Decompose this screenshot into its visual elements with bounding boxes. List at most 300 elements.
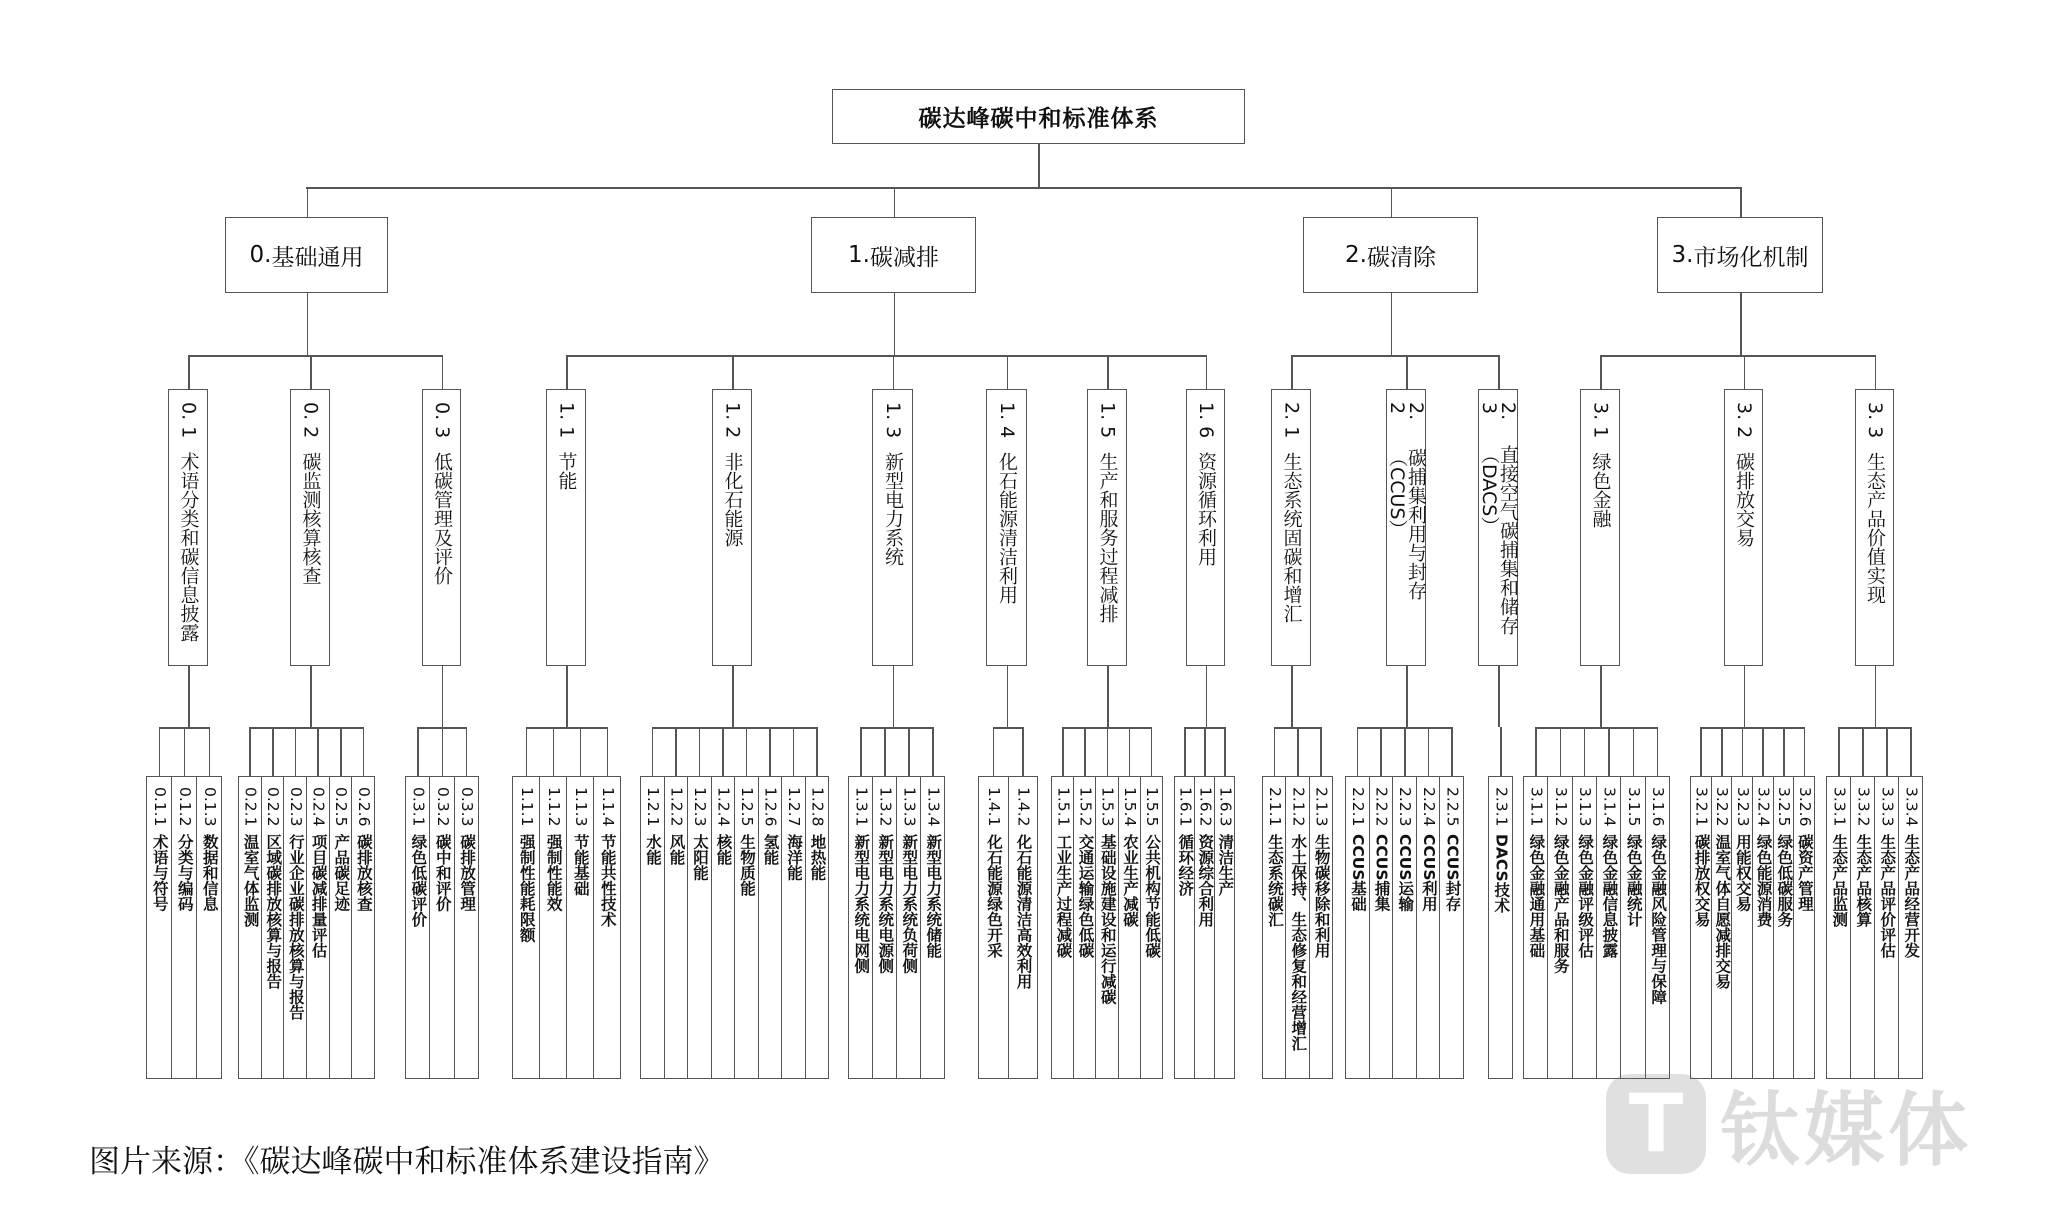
leaf-label: 新型电力系统负荷侧 bbox=[900, 834, 919, 974]
connector-line bbox=[1038, 144, 1040, 187]
leaf-label: 新型电力系统储能 bbox=[924, 834, 943, 959]
connector-line bbox=[1274, 727, 1276, 776]
leaf-code: 1.1.4 bbox=[598, 787, 617, 827]
connector-line bbox=[1428, 727, 1430, 776]
category-label: 市场化机制 bbox=[1693, 244, 1809, 271]
leaf-label: 资源综合利用 bbox=[1196, 834, 1215, 928]
standard-leaf-node bbox=[454, 776, 479, 1079]
leaf-label: 强制性能耗限额 bbox=[517, 834, 536, 943]
subcategory-label: 绿色金融 bbox=[1589, 452, 1612, 529]
standard-leaf-node bbox=[1140, 776, 1163, 1079]
connector-line bbox=[317, 727, 319, 776]
subcategory-code: 1. 3 bbox=[882, 402, 904, 439]
standard-leaf-node bbox=[1285, 776, 1309, 1079]
root-node: 碳达峰碳中和标准体系 bbox=[832, 89, 1245, 144]
connector-line bbox=[1500, 727, 1502, 776]
subcategory-node bbox=[546, 389, 586, 666]
connector-line bbox=[526, 727, 528, 776]
leaf-label: 生态产品经营开发 bbox=[1902, 834, 1921, 959]
leaf-label: 行业企业碳排放核算与报告 bbox=[286, 834, 305, 1021]
leaf-label: 温室气体自愿减排交易 bbox=[1713, 834, 1732, 990]
connector-line bbox=[884, 727, 886, 776]
connector-line bbox=[1744, 355, 1746, 389]
leaf-label: 生物质能 bbox=[738, 834, 756, 897]
standard-leaf-node bbox=[1051, 776, 1074, 1079]
standard-leaf-node bbox=[1369, 776, 1394, 1079]
standard-leaf-node bbox=[1620, 776, 1645, 1079]
leaf-label: 绿色金融风险管理与保障 bbox=[1649, 834, 1668, 1005]
connector-line bbox=[1875, 355, 1877, 389]
leaf-label: 碳排放核查 bbox=[354, 834, 373, 912]
leaf-code: 1.2.6 bbox=[761, 787, 780, 827]
leaf-code: 0.2.6 bbox=[354, 787, 373, 827]
connector-line bbox=[1700, 727, 1702, 776]
connector-line bbox=[310, 666, 312, 727]
connector-line bbox=[1838, 727, 1840, 776]
standard-leaf-node bbox=[1345, 776, 1370, 1079]
leaf-label: 绿色金融统计 bbox=[1624, 834, 1643, 928]
connector-line bbox=[1740, 293, 1742, 355]
subcategory-label: 碳监测核算核查 bbox=[299, 452, 322, 586]
subcategory-code: 1. 4 bbox=[996, 402, 1018, 439]
leaf-label: 绿色金融评级评估 bbox=[1576, 834, 1595, 959]
connector-line bbox=[893, 355, 895, 389]
connector-line bbox=[1380, 727, 1382, 776]
connector-line bbox=[1740, 187, 1742, 217]
connector-line bbox=[526, 727, 609, 729]
leaf-code: 3.3.3 bbox=[1878, 787, 1897, 827]
standard-leaf-node bbox=[261, 776, 285, 1079]
standard-leaf-node bbox=[1572, 776, 1597, 1079]
connector-line bbox=[769, 727, 771, 776]
leaf-code: 2.2.2 bbox=[1372, 787, 1391, 827]
leaf-code: 1.3.2 bbox=[876, 787, 895, 827]
standard-leaf-node bbox=[1645, 776, 1670, 1079]
leaf-code: 3.1.2 bbox=[1551, 787, 1570, 827]
connector-line bbox=[1224, 727, 1226, 776]
leaf-code: 0.2.3 bbox=[286, 787, 305, 827]
subcategory-code: 2. 1 bbox=[1280, 402, 1303, 439]
connector-line bbox=[908, 727, 910, 776]
standard-leaf-node bbox=[711, 776, 736, 1079]
leaf-code: 1.2.4 bbox=[714, 787, 733, 827]
subcategory-label: 术语分类和碳信息披露 bbox=[177, 452, 200, 643]
connector-line bbox=[1600, 666, 1602, 727]
standard-leaf-node bbox=[429, 776, 454, 1079]
leaf-code: 1.5.1 bbox=[1054, 787, 1073, 827]
standard-leaf-node bbox=[1547, 776, 1572, 1079]
leaf-label: 碳排放权交易 bbox=[1692, 834, 1711, 928]
connector-line bbox=[442, 666, 444, 727]
leaf-label: 碳中和评价 bbox=[433, 834, 452, 912]
connector-line bbox=[442, 727, 444, 776]
connector-line bbox=[860, 727, 934, 729]
leaf-code: 2.1.3 bbox=[1312, 787, 1331, 827]
leaf-label: 项目碳减排量评估 bbox=[309, 834, 328, 959]
standard-leaf-node bbox=[196, 776, 222, 1079]
standard-leaf-node bbox=[805, 776, 830, 1079]
connector-line bbox=[580, 727, 582, 776]
connector-line bbox=[1184, 727, 1186, 776]
connector-line bbox=[310, 355, 312, 389]
subcategory-code: 1. 5 bbox=[1096, 402, 1119, 439]
leaf-code: 0.3.2 bbox=[433, 787, 452, 827]
connector-line bbox=[1744, 666, 1746, 727]
subcategory-label: 节能 bbox=[555, 452, 578, 491]
subcategory-node bbox=[1855, 389, 1894, 666]
leaf-code: 1.3.1 bbox=[852, 787, 871, 827]
leaf-label: CCUS捕集 bbox=[1372, 834, 1391, 912]
subcategory-code: 0. 1 bbox=[177, 402, 200, 439]
connector-line bbox=[732, 355, 734, 389]
standard-leaf-node bbox=[1214, 776, 1235, 1079]
connector-line bbox=[1862, 727, 1864, 776]
connector-line bbox=[1498, 355, 1500, 389]
category-label: 碳减排 bbox=[869, 244, 939, 271]
connector-line bbox=[1204, 727, 1206, 776]
connector-line bbox=[1406, 666, 1408, 727]
leaf-code: 1.4.2 bbox=[1014, 787, 1033, 827]
category-code: 2. bbox=[1345, 242, 1367, 268]
leaf-label: 基础设施建设和运行减碳 bbox=[1098, 834, 1117, 1005]
leaf-label: 绿色金融通用基础 bbox=[1527, 834, 1546, 959]
leaf-label: 新型电力系统电网侧 bbox=[852, 834, 871, 974]
connector-line bbox=[1007, 355, 1009, 389]
standard-leaf-node bbox=[593, 776, 621, 1079]
leaf-label: 地热能 bbox=[808, 834, 827, 881]
leaf-code: 0.3.3 bbox=[458, 787, 477, 827]
leaf-label: CCUS封存 bbox=[1443, 834, 1462, 912]
connector-line bbox=[1700, 727, 1805, 729]
leaf-label: 绿色能源消费 bbox=[1754, 834, 1773, 928]
connector-line bbox=[1838, 727, 1912, 729]
standard-leaf-node bbox=[238, 776, 262, 1079]
category-label: 基础通用 bbox=[271, 244, 364, 271]
leaf-label: 生态系统碳汇 bbox=[1265, 834, 1284, 928]
leaf-label: 农业生产减碳 bbox=[1120, 834, 1139, 928]
standard-leaf-node bbox=[1262, 776, 1286, 1079]
standard-leaf-node bbox=[146, 776, 172, 1079]
subcategory-code: 3. 3 bbox=[1864, 402, 1886, 439]
subcategory-code: 1. 1 bbox=[555, 402, 578, 439]
connector-line bbox=[1297, 727, 1299, 776]
leaf-label: 循环经济 bbox=[1176, 834, 1195, 897]
connector-line bbox=[607, 727, 609, 776]
leaf-code: 1.2.8 bbox=[808, 787, 827, 827]
leaf-code: 3.1.3 bbox=[1576, 787, 1595, 827]
watermark bbox=[1606, 1066, 1972, 1181]
connector-line bbox=[1084, 727, 1086, 776]
connector-line bbox=[249, 727, 251, 776]
category-code: 1. bbox=[848, 242, 870, 268]
standard-leaf-node bbox=[920, 776, 945, 1079]
subcategory-label: 非化石能源 bbox=[721, 452, 744, 548]
connector-line bbox=[272, 727, 274, 776]
subcategory-node bbox=[1271, 389, 1311, 666]
leaf-label: 化石能源绿色开采 bbox=[985, 834, 1003, 959]
connector-line bbox=[249, 727, 364, 729]
connector-line bbox=[1291, 355, 1293, 389]
subcategory-node bbox=[1724, 389, 1763, 666]
leaf-label: 绿色低碳评价 bbox=[409, 834, 428, 928]
connector-line bbox=[1007, 666, 1009, 727]
leaf-label: 绿色金融产品和服务 bbox=[1551, 834, 1570, 974]
leaf-code: 1.2.7 bbox=[785, 787, 803, 827]
subcategory-node bbox=[1478, 389, 1518, 666]
connector-line bbox=[793, 727, 795, 776]
leaf-code: 0.1.2 bbox=[175, 787, 194, 827]
leaf-code: 2.2.5 bbox=[1443, 787, 1462, 827]
standard-leaf-node bbox=[1690, 776, 1712, 1079]
leaf-label: CCUS基础 bbox=[1349, 834, 1368, 912]
leaf-code: 1.1.2 bbox=[544, 787, 563, 827]
leaf-code: 1.5.5 bbox=[1143, 787, 1162, 827]
leaf-code: 1.6.1 bbox=[1176, 787, 1195, 827]
leaf-label: 绿色低碳服务 bbox=[1775, 834, 1794, 928]
connector-line bbox=[1391, 293, 1393, 355]
leaf-label: 生态产品评价评估 bbox=[1878, 834, 1897, 959]
leaf-label: 海洋能 bbox=[785, 834, 803, 881]
standard-leaf-node bbox=[566, 776, 594, 1079]
subcategory-code: 0. 3 bbox=[431, 402, 453, 439]
connector-line bbox=[1291, 355, 1500, 357]
connector-line bbox=[1600, 355, 1876, 357]
standard-leaf-node bbox=[1073, 776, 1096, 1079]
leaf-code: 2.1.2 bbox=[1289, 787, 1308, 827]
leaf-label: CCUS运输 bbox=[1396, 834, 1415, 912]
connector-line bbox=[1742, 727, 1744, 776]
leaf-code: 2.1.1 bbox=[1265, 787, 1284, 827]
leaf-label: 工业生产过程减碳 bbox=[1054, 834, 1073, 959]
connector-line bbox=[159, 727, 161, 776]
leaf-label: 生态产品监测 bbox=[1830, 834, 1849, 928]
connector-line bbox=[442, 355, 444, 389]
leaf-label: 区域碳排放核算与报告 bbox=[264, 834, 283, 990]
connector-line bbox=[894, 187, 896, 217]
standard-leaf-node bbox=[1711, 776, 1733, 1079]
leaf-label: 生态产品核算 bbox=[1854, 834, 1873, 928]
subcategory-label: 生态产品价值实现 bbox=[1864, 452, 1886, 605]
leaf-label: 太阳能 bbox=[691, 834, 709, 881]
connector-line bbox=[188, 355, 190, 389]
connector-line bbox=[1783, 727, 1785, 776]
connector-line bbox=[553, 727, 555, 776]
connector-line bbox=[1910, 727, 1912, 776]
connector-line bbox=[1721, 727, 1723, 776]
connector-line bbox=[363, 727, 365, 776]
subcategory-label: 新型电力系统 bbox=[882, 452, 904, 567]
leaf-code: 3.2.1 bbox=[1692, 787, 1711, 827]
leaf-label: 碳资产管理 bbox=[1795, 834, 1814, 912]
connector-line bbox=[1535, 727, 1658, 729]
leaf-label: CCUS利用 bbox=[1419, 834, 1438, 912]
leaf-code: 1.3.3 bbox=[900, 787, 919, 827]
leaf-label: 新型电力系统电源侧 bbox=[876, 834, 895, 974]
leaf-label: DACS技术 bbox=[1492, 834, 1511, 914]
standard-leaf-node bbox=[329, 776, 353, 1079]
leaf-label: 水能 bbox=[644, 834, 662, 866]
leaf-code: 3.2.2 bbox=[1713, 787, 1732, 827]
leaf-label: 数据和信息 bbox=[200, 834, 219, 912]
connector-line bbox=[1451, 727, 1453, 776]
connector-line bbox=[1886, 727, 1888, 776]
leaf-code: 2.2.3 bbox=[1396, 787, 1415, 827]
connector-line bbox=[566, 355, 1207, 357]
standard-leaf-node bbox=[848, 776, 873, 1079]
leaf-code: 0.2.5 bbox=[332, 787, 351, 827]
connector-line bbox=[932, 727, 934, 776]
leaf-label: 清洁生产 bbox=[1216, 834, 1235, 897]
leaf-label: 交通运输绿色低碳 bbox=[1076, 834, 1095, 959]
leaf-code: 1.5.3 bbox=[1098, 787, 1117, 827]
connector-line bbox=[209, 727, 211, 776]
subcategory-label: 碳排放交易 bbox=[1733, 452, 1755, 548]
leaf-label: 公共机构节能低碳 bbox=[1143, 834, 1162, 959]
leaf-code: 1.3.4 bbox=[924, 787, 943, 827]
leaf-label: 术语与符号 bbox=[150, 834, 169, 912]
connector-line bbox=[860, 727, 862, 776]
standard-leaf-node bbox=[1392, 776, 1417, 1079]
category-node bbox=[811, 217, 976, 293]
leaf-label: 风能 bbox=[667, 834, 686, 866]
leaf-label: 用能权交易 bbox=[1733, 834, 1752, 912]
standard-leaf-node bbox=[405, 776, 430, 1079]
leaf-label: 温室气体监测 bbox=[241, 834, 260, 928]
subcategory-label: 低碳管理及评价 bbox=[431, 452, 453, 586]
subcategory-code: 3. 1 bbox=[1589, 402, 1612, 439]
standard-leaf-node bbox=[1596, 776, 1621, 1079]
standard-leaf-node bbox=[1826, 776, 1851, 1079]
standard-leaf-node bbox=[1773, 776, 1795, 1079]
leaf-code: 3.1.5 bbox=[1624, 787, 1643, 827]
connector-line bbox=[816, 727, 818, 776]
subcategory-node bbox=[290, 389, 330, 666]
leaf-code: 3.2.6 bbox=[1795, 787, 1814, 827]
standard-leaf-node bbox=[1731, 776, 1753, 1079]
subcategory-label: 生态系统固碳和增汇 bbox=[1280, 452, 1303, 624]
subcategory-node bbox=[1087, 389, 1127, 666]
leaf-label: 绿色金融信息披露 bbox=[1600, 834, 1619, 959]
standard-leaf-node bbox=[1174, 776, 1195, 1079]
standard-leaf-node bbox=[978, 776, 1009, 1079]
standard-leaf-node bbox=[758, 776, 783, 1079]
category-label: 碳清除 bbox=[1366, 244, 1436, 271]
connector-line bbox=[306, 187, 1742, 189]
standard-leaf-node bbox=[872, 776, 897, 1079]
standard-leaf-node bbox=[640, 776, 665, 1079]
connector-line bbox=[1584, 727, 1586, 776]
leaf-code: 1.2.1 bbox=[644, 787, 662, 827]
standard-leaf-node bbox=[1309, 776, 1333, 1079]
standard-leaf-node bbox=[539, 776, 567, 1079]
standard-leaf-node bbox=[1793, 776, 1815, 1079]
subcategory-code: 3. 2 bbox=[1733, 402, 1755, 439]
connector-line bbox=[1560, 727, 1562, 776]
connector-line bbox=[188, 666, 190, 727]
connector-line bbox=[1129, 727, 1131, 776]
connector-line bbox=[993, 727, 1024, 729]
connector-line bbox=[1804, 727, 1806, 776]
connector-line bbox=[1151, 727, 1153, 776]
connector-line bbox=[1206, 666, 1208, 727]
subcategory-node bbox=[422, 389, 461, 666]
connector-line bbox=[1107, 666, 1109, 727]
leaf-code: 1.2.2 bbox=[667, 787, 686, 827]
leaf-code: 1.6.2 bbox=[1196, 787, 1215, 827]
subcategory-node bbox=[1186, 389, 1225, 666]
leaf-code: 3.1.4 bbox=[1600, 787, 1619, 827]
leaf-label: 节能共性技术 bbox=[598, 834, 617, 928]
subcategory-node bbox=[168, 389, 208, 666]
standard-leaf-node bbox=[1194, 776, 1215, 1079]
subcategory-node bbox=[712, 389, 752, 666]
standard-leaf-node bbox=[687, 776, 712, 1079]
subcategory-label: 资源循环利用 bbox=[1195, 452, 1217, 567]
leaf-code: 3.2.4 bbox=[1754, 787, 1773, 827]
connector-line bbox=[1600, 355, 1602, 389]
leaf-label: 产品碳足迹 bbox=[332, 834, 351, 912]
leaf-code: 0.1.1 bbox=[150, 787, 169, 827]
connector-line bbox=[1206, 355, 1208, 389]
standard-leaf-node bbox=[664, 776, 689, 1079]
leaf-code: 1.1.3 bbox=[571, 787, 590, 827]
standard-leaf-node bbox=[1850, 776, 1875, 1079]
standard-leaf-node bbox=[1752, 776, 1774, 1079]
standard-leaf-node bbox=[1095, 776, 1118, 1079]
standard-leaf-node bbox=[171, 776, 197, 1079]
subcategory-node bbox=[1386, 389, 1426, 666]
subcategory-label: 碳捕集利用与封存（CCUS） bbox=[1386, 448, 1427, 601]
leaf-code: 3.3.1 bbox=[1830, 787, 1849, 827]
subcategory-label: 生产和服务过程减排 bbox=[1096, 452, 1119, 624]
connector-line bbox=[184, 727, 186, 776]
subcategory-code: 2. 3 bbox=[1478, 402, 1519, 421]
leaf-code: 2.3.1 bbox=[1492, 787, 1511, 827]
category-node bbox=[225, 217, 388, 293]
leaf-code: 3.3.2 bbox=[1854, 787, 1873, 827]
leaf-label: 化石能源清洁高效利用 bbox=[1014, 834, 1033, 990]
leaf-label: 分类与编码 bbox=[175, 834, 194, 912]
leaf-code: 0.1.3 bbox=[200, 787, 219, 827]
leaf-code: 0.3.1 bbox=[409, 787, 428, 827]
subcategory-code: 1. 6 bbox=[1195, 402, 1217, 439]
standard-leaf-node bbox=[1488, 776, 1513, 1079]
subcategory-node bbox=[1580, 389, 1620, 666]
leaf-label: 生物碳移除和利用 bbox=[1312, 834, 1331, 959]
connector-line bbox=[993, 727, 995, 776]
connector-line bbox=[1357, 727, 1359, 776]
connector-line bbox=[893, 666, 895, 727]
connector-line bbox=[1107, 355, 1109, 389]
connector-line bbox=[894, 293, 896, 355]
standard-leaf-node bbox=[1874, 776, 1899, 1079]
leaf-label: 节能基础 bbox=[571, 834, 590, 897]
standard-leaf-node bbox=[896, 776, 921, 1079]
connector-line bbox=[340, 727, 342, 776]
connector-line bbox=[1657, 727, 1659, 776]
leaf-code: 1.6.3 bbox=[1216, 787, 1235, 827]
connector-line bbox=[722, 727, 724, 776]
subcategory-code: 1. 2 bbox=[721, 402, 744, 439]
leaf-code: 1.1.1 bbox=[517, 787, 536, 827]
connector-line bbox=[652, 727, 654, 776]
connector-line bbox=[1022, 727, 1024, 776]
connector-line bbox=[1406, 355, 1408, 389]
standard-leaf-node bbox=[1523, 776, 1548, 1079]
connector-line bbox=[1535, 727, 1537, 776]
connector-line bbox=[566, 355, 568, 389]
leaf-code: 0.2.2 bbox=[264, 787, 283, 827]
